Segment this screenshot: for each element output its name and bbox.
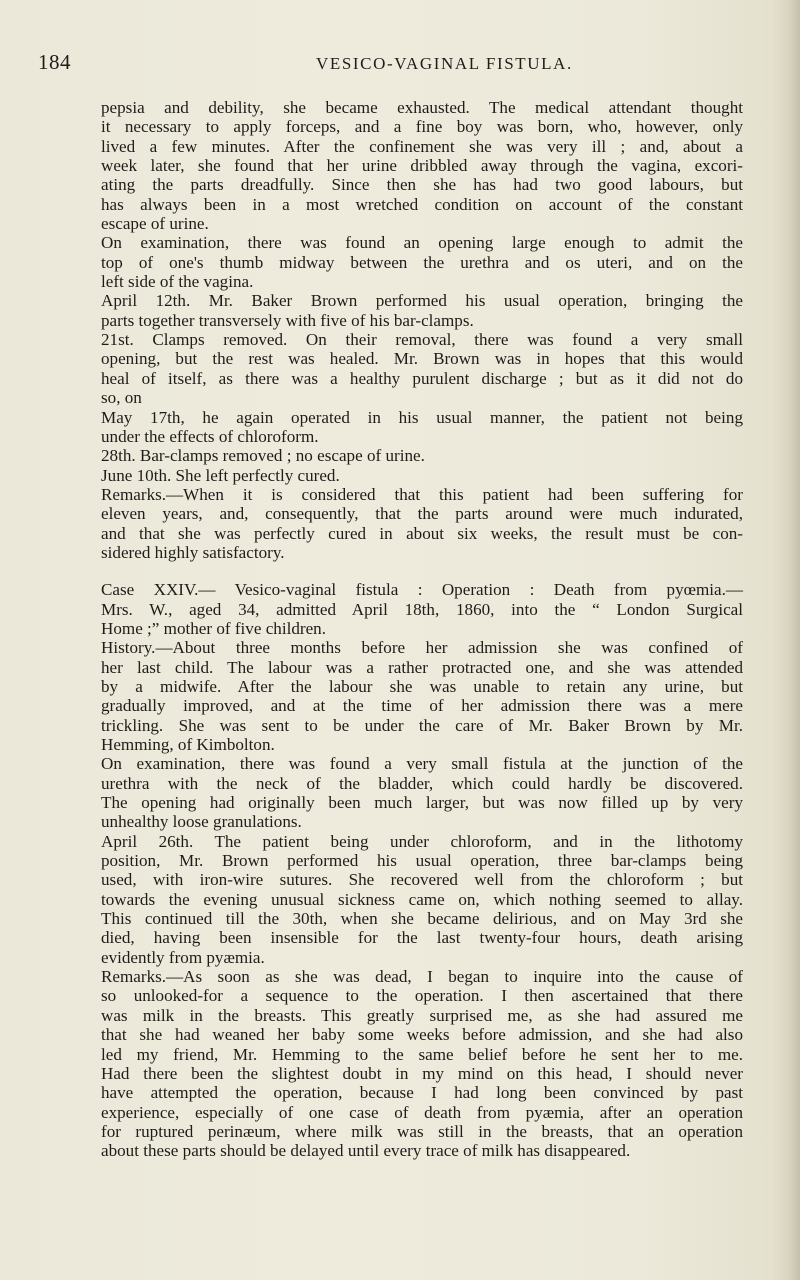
text-line: 21st. Clamps removed. On their removal, there was found a very small	[101, 330, 743, 350]
text-line: week later, she found that her urine dribbled away through the vagina, excori-	[101, 156, 743, 176]
text-line: June 10th. She left perfectly cured.	[101, 465, 340, 485]
text-line: unhealthy loose granulations.	[101, 812, 302, 832]
text-line: Mrs. W., aged 34, admitted April 18th, 1860, into the “ London Surgical	[101, 599, 743, 619]
text-line: Had there been the slightest doubt in my mind on this head, I should never	[101, 1063, 743, 1083]
text-line: has always been in a most wretched condition on account of the constant	[101, 194, 743, 214]
text-line: towards the evening unusual sickness came on, which nothing seemed to allay.	[101, 889, 743, 909]
text-line: eleven years, and, consequently, that the parts around were much indurated,	[101, 504, 743, 524]
text-line: 28th. Bar-clamps removed ; no escape of urine.	[101, 446, 425, 466]
text-line: History.—About three months before her admission she was confined of	[101, 638, 743, 658]
text-line: Hemming, of Kimbolton.	[101, 735, 275, 754]
text-line: Remarks.—When it is considered that this patient had been suffering for	[101, 484, 743, 504]
text-line: died, having been insensible for the last twenty-four hours, death arising	[101, 928, 743, 948]
text-line: led my friend, Mr. Hemming to the same belief before he sent her to me.	[101, 1044, 743, 1064]
text-line: ating the parts dreadfully. Since then she has had two good labours, but	[101, 175, 743, 195]
text-line: under the effects of chloroform.	[101, 426, 319, 446]
text-line: so, on	[101, 388, 142, 408]
text-line: it necessary to apply forceps, and a fine boy was born, who, however, only	[101, 117, 743, 137]
text-line: position, Mr. Brown performed his usual operation, three bar-clamps being	[101, 851, 743, 871]
text-line: The opening had originally been much larger, but was now filled up by very	[101, 793, 743, 813]
text-line: May 17th, he again operated in his usual manner, the patient not being	[101, 407, 743, 427]
text-line: top of one's thumb midway between the urethra and os uteri, and on the	[101, 252, 743, 272]
body-text	[101, 98, 743, 1161]
text-line: experience, especially of one case of death from pyæmia, after an operation	[101, 1102, 743, 1122]
text-line: for ruptured perinæum, where milk was still in the breasts, that an operation	[101, 1121, 743, 1141]
text-line: evidently from pyæmia.	[101, 947, 265, 967]
text-line: that she had weaned her baby some weeks before admission, and she had also	[101, 1025, 743, 1045]
text-line: April 12th. Mr. Baker Brown performed his usual operation, bringing the	[101, 291, 743, 311]
text-line: so unlooked-for a sequence to the operation. I then ascertained that there	[101, 986, 743, 1006]
text-line: left side of the vagina.	[101, 272, 254, 292]
running-title: VESICO-VAGINAL FISTULA.	[316, 54, 573, 73]
text-line: about these parts should be delayed until every trace of milk has disappeared.	[101, 1141, 631, 1161]
text-line: urethra with the neck of the bladder, which could hardly be discovered.	[101, 773, 743, 793]
text-line: This continued till the 30th, when she became delirious, and on May 3rd she	[101, 909, 743, 929]
text-line: her last child. The labour was a rather protracted one, and she was attended	[101, 657, 743, 677]
text-line: have attempted the operation, because I had long been convinced by past	[101, 1083, 743, 1103]
text-line: heal of itself, as there was a healthy purulent discharge ; but as it did not do	[101, 368, 743, 388]
text-line: escape of urine.	[101, 214, 209, 234]
text-line: used, with iron-wire sutures. She recovered well from the chloroform ; but	[101, 870, 743, 890]
case-heading-line: Case XXIV.— Vesico-vaginal fistula : Operation : Death from pyœmia.—	[101, 580, 743, 600]
text-line: by a midwife. After the labour she was unable to retain any urine, but	[101, 676, 743, 696]
text-line: lived a few minutes. After the confinement she was very ill ; and, about a	[101, 136, 743, 156]
page-edge-shadow	[772, 0, 800, 1280]
text-line: parts together transversely with five of his bar-clamps.	[101, 310, 474, 330]
text-line: sidered highly satisfactory.	[101, 542, 285, 562]
text-line: On examination, there was found a very small fistula at the junction of the	[101, 754, 743, 774]
text-line: pepsia and debility, she became exhausted. The medical attendant thought	[101, 98, 743, 117]
text-line: April 26th. The patient being under chloroform, and in the lithotomy	[101, 831, 743, 851]
text-line: opening, but the rest was healed. Mr. Brown was in hopes that this would	[101, 349, 743, 369]
text-line: Home ;” mother of five children.	[101, 618, 326, 638]
text-line: trickling. She was sent to be under the care of Mr. Baker Brown by Mr.	[101, 715, 743, 735]
text-line: gradually improved, and at the time of her admission there was a mere	[101, 696, 743, 716]
text-line: and that she was perfectly cured in about six weeks, the result must be con-	[101, 523, 743, 543]
text-line: was milk in the breasts. This greatly surprised me, as she had assured me	[101, 1005, 743, 1025]
text-line: Remarks.—As soon as she was dead, I began to inquire into the cause of	[101, 967, 743, 987]
text-line: On examination, there was found an opening large enough to admit the	[101, 233, 743, 253]
page-number: 184	[38, 50, 71, 74]
page-header	[38, 50, 718, 78]
